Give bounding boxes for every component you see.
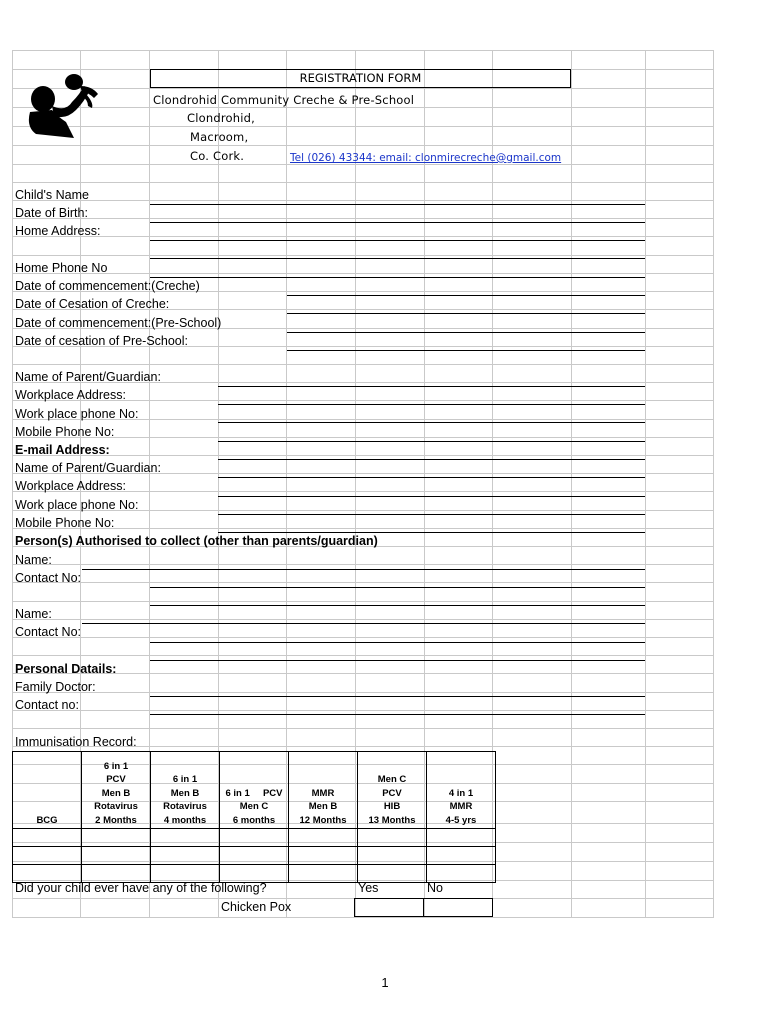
- vaccine-label: Men C: [377, 774, 407, 785]
- immunisation-column-header: [151, 752, 220, 829]
- vaccine-label: HIB: [383, 801, 401, 812]
- contact-link[interactable]: Tel (026) 43344: email: clonmirecreche@gmail.com: [290, 152, 562, 164]
- vaccine-label: Men B: [170, 787, 200, 799]
- authorised-name1-label: Name:: [15, 553, 52, 567]
- parent1-workplace-label: Workplace Address:: [15, 388, 126, 402]
- form-title: REGISTRATION FORM: [150, 69, 571, 88]
- page-number: 1: [381, 975, 389, 990]
- vaccine-label: 6 in 1 PCV: [225, 787, 283, 799]
- vaccine-label: Men B: [101, 787, 131, 799]
- vaccine-label: 12 Months: [299, 814, 347, 826]
- home-phone-label: Home Phone No: [15, 261, 108, 275]
- vaccine-label: 6 in 1: [172, 774, 198, 785]
- org-name: Clondrohid Community Creche & Pre-School: [153, 93, 415, 107]
- authorised-contact2-label: Contact No:: [15, 625, 82, 639]
- home-address-label: Home Address:: [15, 224, 101, 238]
- immunisation-column-header: [13, 752, 82, 829]
- vaccine-label: 4 in 1: [448, 787, 474, 799]
- chicken-pox-label: Chicken Pox: [221, 900, 292, 914]
- address-line-2: Macroom,: [190, 130, 249, 144]
- vaccine-label: 4 months: [163, 814, 207, 826]
- date-of-birth-label: Date of Birth:: [15, 206, 88, 220]
- vaccine-label: 13 Months: [368, 814, 416, 826]
- doctor-contact-label: Contact no:: [15, 698, 79, 712]
- vaccine-label: MMR: [311, 787, 335, 799]
- vaccine-label: 4-5 yrs: [445, 814, 477, 826]
- no-label: No: [427, 881, 443, 895]
- personal-heading: Personal Datails:: [15, 662, 117, 676]
- immunisation-column-header: [358, 752, 427, 829]
- immunisation-table: [12, 751, 496, 883]
- chicken-pox-no-box[interactable]: [423, 898, 493, 917]
- immunisation-label: Immunisation Record:: [15, 735, 137, 749]
- yes-label: Yes: [358, 881, 379, 895]
- authorised-contact1-label: Contact No:: [15, 571, 82, 585]
- cesation-creche-label: Date of Cesation of Creche:: [15, 297, 170, 311]
- address-line-3: Co. Cork.: [190, 149, 245, 163]
- email-label: E-mail Address:: [15, 443, 110, 457]
- commencement-creche-label: Date of commencement:(Creche): [15, 279, 200, 293]
- vaccine-label: Rotavirus: [163, 801, 207, 812]
- childs-name-label: Child's Name: [15, 188, 89, 202]
- parent2-name-label: Name of Parent/Guardian:: [15, 461, 161, 475]
- chicken-pox-yes-box[interactable]: [354, 898, 424, 917]
- vaccine-label: 6 months: [232, 814, 276, 826]
- commencement-preschool-label: Date of commencement:(Pre-School): [15, 316, 222, 330]
- vaccine-label: 6 in 1: [103, 760, 129, 772]
- cesation-preschool-label: Date of cesation of Pre-School:: [15, 334, 189, 348]
- vaccine-label: PCV: [106, 774, 126, 785]
- parent2-mobile-label: Mobile Phone No:: [15, 516, 115, 530]
- illness-question: Did your child ever have any of the following?: [15, 881, 267, 895]
- authorised-heading: Person(s) Authorised to collect (other than parents/guardian): [15, 534, 378, 548]
- immunisation-column-header: [82, 752, 151, 829]
- parent2-work-phone-label: Work place phone No:: [15, 498, 139, 512]
- family-doctor-label: Family Doctor:: [15, 680, 96, 694]
- vaccine-label: BCG: [36, 814, 58, 826]
- parent1-work-phone-label: Work place phone No:: [15, 407, 139, 421]
- vaccine-label: Men B: [308, 801, 338, 812]
- parent1-mobile-label: Mobile Phone No:: [15, 425, 115, 439]
- parent2-workplace-label: Workplace Address:: [15, 479, 126, 493]
- authorised-name2-label: Name:: [15, 607, 52, 621]
- vaccine-label: Men C: [239, 801, 269, 812]
- vaccine-label: MMR: [449, 801, 473, 812]
- mother-child-logo: [22, 72, 104, 140]
- address-line-1: Clondrohid,: [187, 111, 255, 125]
- parent1-name-label: Name of Parent/Guardian:: [15, 370, 161, 384]
- vaccine-label: Rotavirus: [94, 801, 138, 812]
- vaccine-label: 2 Months: [95, 814, 137, 826]
- vaccine-label: PCV: [382, 787, 402, 799]
- immunisation-column-header: [427, 752, 496, 829]
- immunisation-column-header: [289, 752, 358, 829]
- immunisation-column-header: [220, 752, 289, 829]
